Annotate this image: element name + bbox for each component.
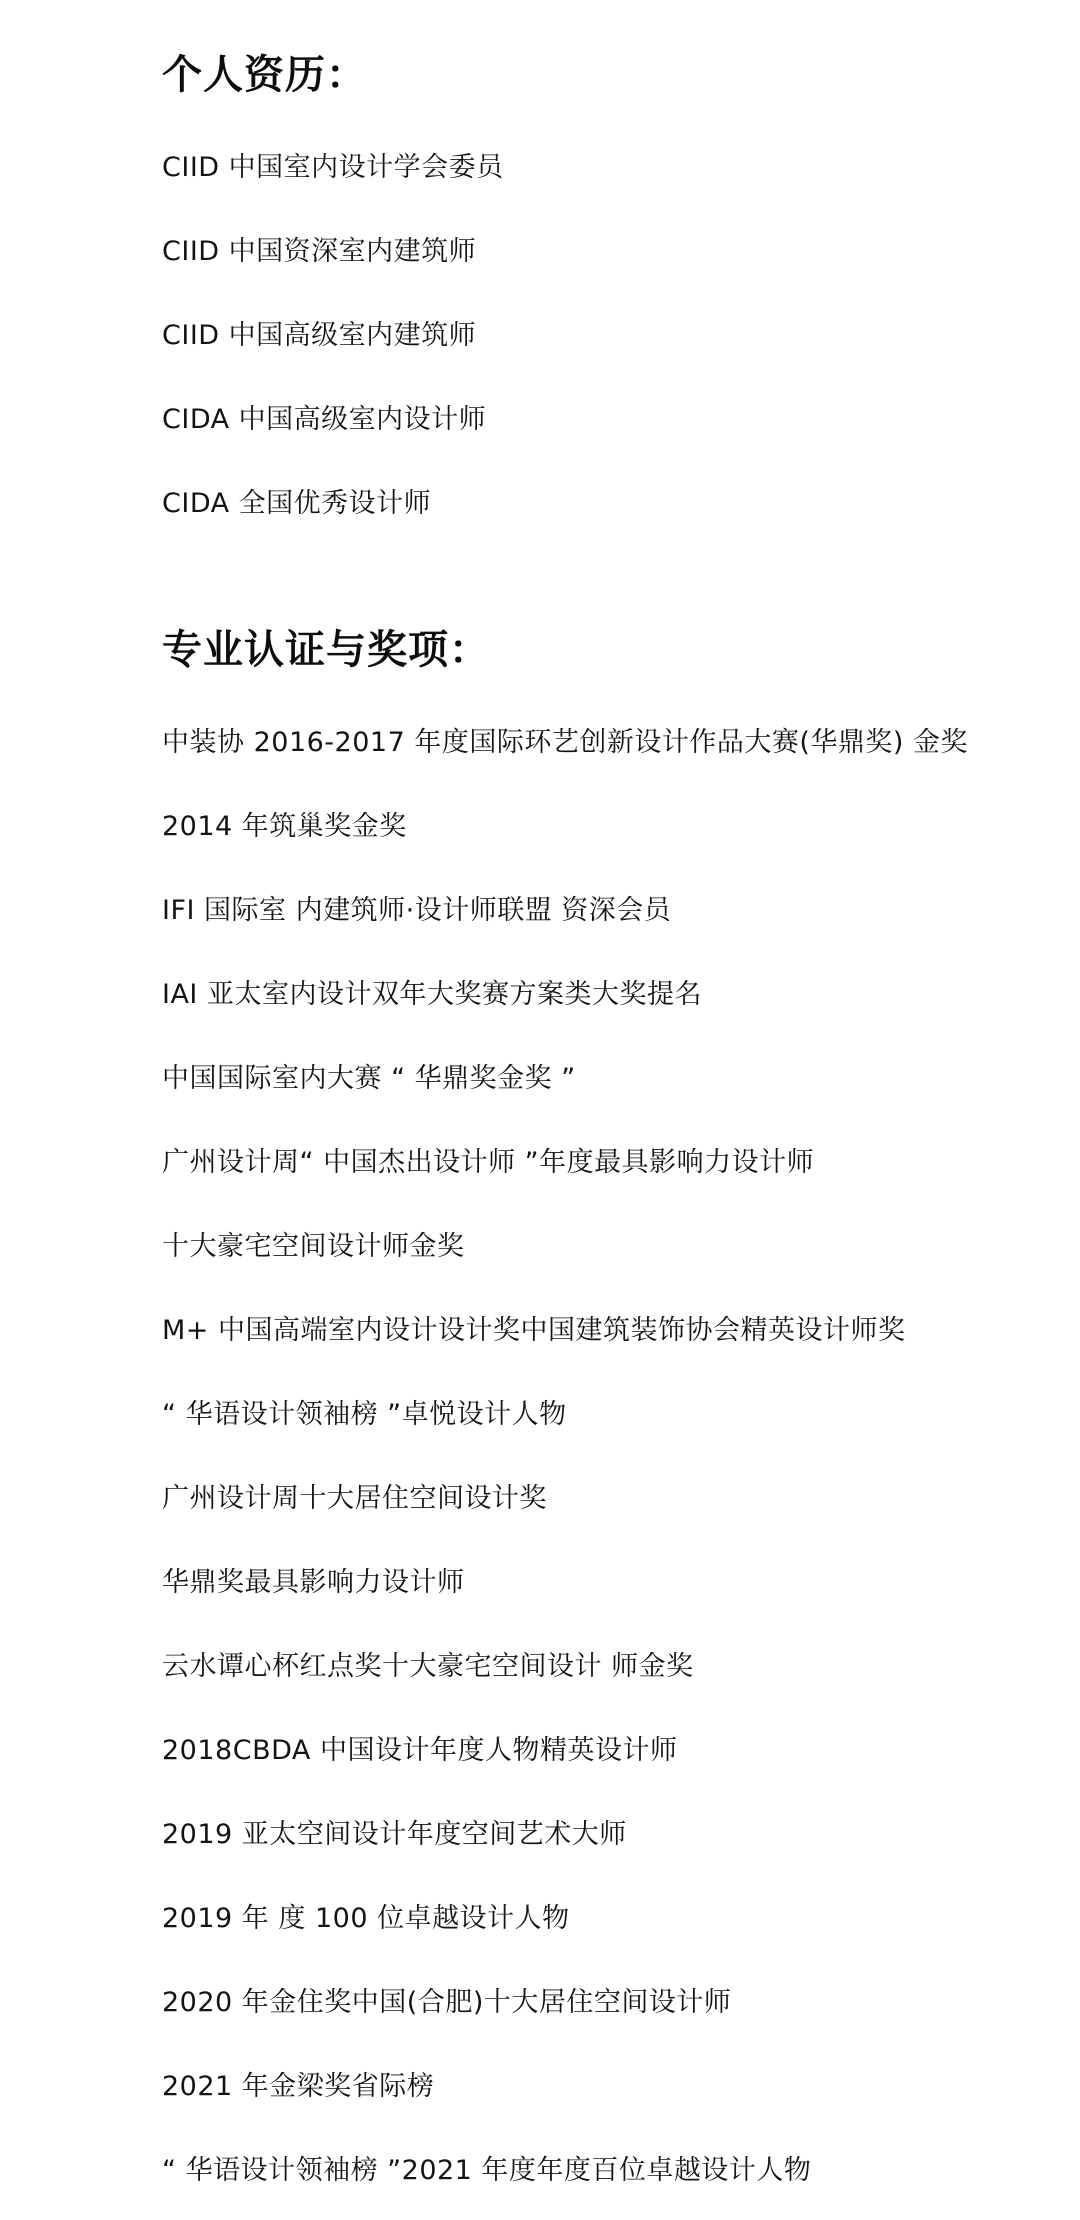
list-item: 2019 年 度 100 位卓越设计人物 xyxy=(162,1903,570,1934)
list-item: 2020 年金住奖中国(合肥)十大居住空间设计师 xyxy=(162,1987,732,2018)
list-item: 中装协 2016-2017 年度国际环艺创新设计作品大赛(华鼎奖) 金奖 xyxy=(162,727,968,758)
list-item: 2018CBDA 中国设计年度人物精英设计师 xyxy=(162,1735,678,1766)
list-item: 广州设计周十大居住空间设计奖 xyxy=(162,1483,547,1514)
list-item: M+ 中国高端室内设计设计奖中国建筑装饰协会精英设计师奖 xyxy=(162,1315,906,1346)
list-item: CIID 中国资深室内建筑师 xyxy=(162,236,477,267)
list-item: IAI 亚太室内设计双年大奖赛方案类大奖提名 xyxy=(162,979,702,1010)
list-item: 十大豪宅空间设计师金奖 xyxy=(162,1231,465,1262)
list-item: 云水谭心杯红点奖十大豪宅空间设计 师金奖 xyxy=(162,1651,694,1682)
list-item: CIID 中国室内设计学会委员 xyxy=(162,152,504,183)
awards-list xyxy=(162,701,1042,2213)
list-item: 华鼎奖最具影响力设计师 xyxy=(162,1567,465,1598)
awards-section xyxy=(162,615,1042,2213)
list-item: 广州设计周“ 中国杰出设计师 ”年度最具影响力设计师 xyxy=(162,1147,815,1178)
list-item: CIID 中国高级室内建筑师 xyxy=(162,320,477,351)
list-item: “ 华语设计领袖榜 ”2021 年度年度百位卓越设计人物 xyxy=(162,2155,812,2186)
list-item: CIDA 全国优秀设计师 xyxy=(162,488,432,519)
list-item: “ 华语设计领袖榜 ”卓悦设计人物 xyxy=(162,1399,567,1430)
list-item: 中国国际室内大赛 “ 华鼎奖金奖 ” xyxy=(162,1063,576,1094)
profile-list xyxy=(162,126,1042,546)
list-item: CIDA 中国高级室内设计师 xyxy=(162,404,487,435)
profile-section xyxy=(162,40,1042,546)
list-item: IFI 国际室 内建筑师·设计师联盟 资深会员 xyxy=(162,895,672,926)
list-item: 2021 年金梁奖省际榜 xyxy=(162,2071,435,2102)
profile-heading: 个人资历： xyxy=(162,52,367,98)
list-item: 2014 年筑巢奖金奖 xyxy=(162,811,407,842)
list-item: 2019 亚太空间设计年度空间艺术大师 xyxy=(162,1819,627,1850)
awards-heading: 专业认证与奖项： xyxy=(162,627,490,673)
